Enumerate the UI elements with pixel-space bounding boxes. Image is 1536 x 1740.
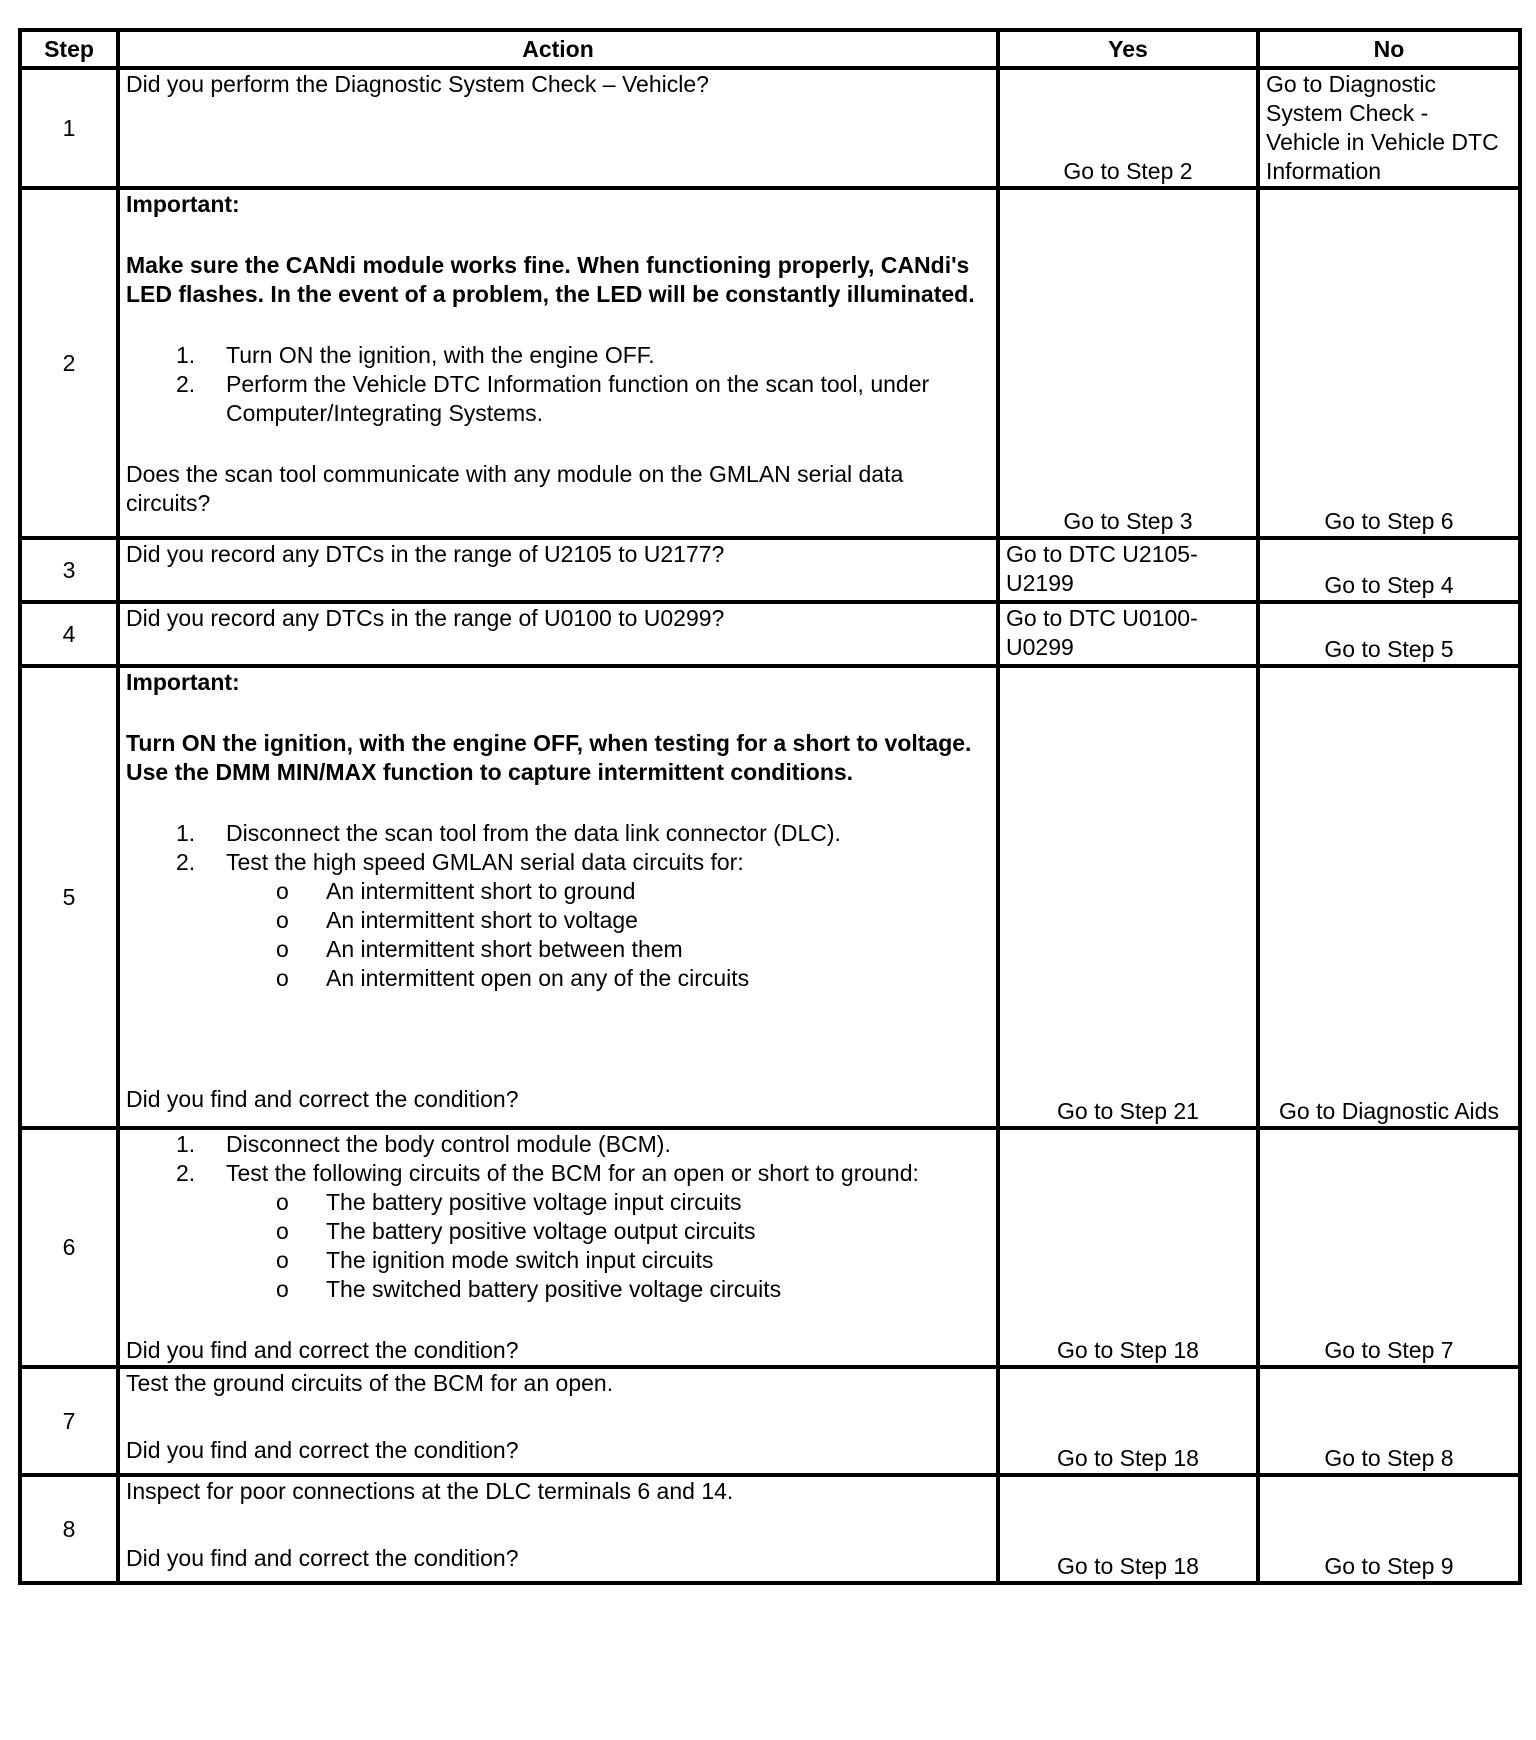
list-item xyxy=(126,370,990,428)
sub-list xyxy=(226,877,990,993)
important-label: Important: xyxy=(126,669,240,695)
step-number: 3 xyxy=(20,538,118,602)
yes-result: Go to Step 21 xyxy=(1057,1098,1199,1124)
list-text: Test the high speed GMLAN serial data circuits for: xyxy=(226,849,744,875)
important-label: Important: xyxy=(126,191,240,217)
yes-result: Go to DTC U0100-U0299 xyxy=(1006,605,1198,660)
list-number: 2. xyxy=(176,1160,196,1186)
sub-list-text: The battery positive voltage input circuits xyxy=(326,1189,742,1215)
sub-list-text: An intermittent short to ground xyxy=(326,878,636,904)
sub-list xyxy=(226,1188,990,1304)
yes-cell xyxy=(998,1128,1258,1367)
sub-list-text: The battery positive voltage output circuits xyxy=(326,1218,756,1244)
list-item xyxy=(126,1130,990,1159)
action-question: Did you perform the Diagnostic System Check – Vehicle? xyxy=(126,71,709,97)
action-cell xyxy=(118,188,998,538)
bullet-marker: o xyxy=(276,965,289,991)
table-row xyxy=(20,188,1520,538)
sub-list-text: An intermittent short to voltage xyxy=(326,907,638,933)
no-result: Go to Step 4 xyxy=(1324,572,1454,598)
yes-cell xyxy=(998,602,1258,666)
bullet-marker: o xyxy=(276,936,289,962)
action-cell xyxy=(118,68,998,188)
important-note: Turn ON the ignition, with the engine OFF, when testing for a short to voltage. Use the DMM MIN/MAX function to capture intermittent conditions. xyxy=(126,730,972,785)
important-note: Make sure the CANdi module works fine. When functioning properly, CANdi's LED flashes. In the event of a problem, the LED will be constantly illuminated. xyxy=(126,252,975,307)
no-cell xyxy=(1258,1367,1520,1475)
action-question: Did you find and correct the condition? xyxy=(126,1545,519,1571)
sub-list-text: An intermittent open on any of the circuits xyxy=(326,965,750,991)
no-result: Go to Step 5 xyxy=(1324,636,1454,662)
sub-list-item xyxy=(126,906,990,935)
yes-result: Go to Step 18 xyxy=(1057,1553,1199,1579)
list-text: Turn ON the ignition, with the engine OFF. xyxy=(226,342,655,368)
sub-list-item xyxy=(126,935,990,964)
list-text: Disconnect the scan tool from the data link connector (DLC). xyxy=(226,820,841,846)
sub-list-item xyxy=(126,964,990,993)
yes-cell xyxy=(998,1475,1258,1583)
action-cell xyxy=(118,1475,998,1583)
bullet-marker: o xyxy=(276,1218,289,1244)
numbered-list xyxy=(126,341,990,428)
step-number: 2 xyxy=(20,188,118,538)
yes-cell xyxy=(998,1367,1258,1475)
action-question: Did you record any DTCs in the range of U2105 to U2177? xyxy=(126,541,725,567)
list-text: Test the following circuits of the BCM for an open or short to ground: xyxy=(226,1160,919,1186)
no-result: Go to Step 8 xyxy=(1324,1445,1454,1471)
action-instruction: Test the ground circuits of the BCM for an open. xyxy=(126,1370,614,1396)
sub-list-item xyxy=(126,1275,990,1304)
table-row xyxy=(20,1367,1520,1475)
action-cell xyxy=(118,1367,998,1475)
list-text: Perform the Vehicle DTC Information function on the scan tool, under Computer/Integrating Systems. xyxy=(226,371,930,426)
sub-list-text: The ignition mode switch input circuits xyxy=(326,1247,714,1273)
bullet-marker: o xyxy=(276,878,289,904)
table-row xyxy=(20,666,1520,1128)
action-cell xyxy=(118,1128,998,1367)
bullet-marker: o xyxy=(276,1276,289,1302)
yes-cell xyxy=(998,666,1258,1128)
bullet-marker: o xyxy=(276,1189,289,1215)
header-row xyxy=(20,30,1520,68)
no-cell xyxy=(1258,1475,1520,1583)
action-question: Does the scan tool communicate with any module on the GMLAN serial data circuits? xyxy=(126,461,904,516)
numbered-list xyxy=(126,1130,990,1304)
no-result: Go to Step 6 xyxy=(1324,508,1454,534)
no-cell xyxy=(1258,666,1520,1128)
no-result: Go to Diagnostic Aids xyxy=(1279,1098,1499,1124)
table-row xyxy=(20,68,1520,188)
list-item xyxy=(126,1159,990,1304)
step-number: 4 xyxy=(20,602,118,666)
action-question: Did you find and correct the condition? xyxy=(126,1337,519,1363)
header-action: Action xyxy=(118,30,998,68)
no-cell xyxy=(1258,1128,1520,1367)
no-result: Go to Step 7 xyxy=(1324,1337,1454,1363)
no-cell xyxy=(1258,538,1520,602)
yes-result: Go to DTC U2105-U2199 xyxy=(1006,541,1198,596)
sub-list-item xyxy=(126,877,990,906)
yes-result: Go to Step 2 xyxy=(1063,158,1193,184)
list-number: 1. xyxy=(176,1131,196,1157)
table-row xyxy=(20,1475,1520,1583)
table-row xyxy=(20,1128,1520,1367)
step-number: 5 xyxy=(20,666,118,1128)
yes-cell xyxy=(998,538,1258,602)
yes-result: Go to Step 3 xyxy=(1063,508,1193,534)
sub-list-text: The switched battery positive voltage circuits xyxy=(326,1276,782,1302)
table-row xyxy=(20,538,1520,602)
numbered-list xyxy=(126,819,990,993)
header-no: No xyxy=(1258,30,1520,68)
diagnostic-table xyxy=(18,28,1522,1585)
sub-list-item xyxy=(126,1217,990,1246)
yes-cell xyxy=(998,188,1258,538)
step-number: 7 xyxy=(20,1367,118,1475)
no-result: Go to Diagnostic System Check - Vehicle in Vehicle DTC Information xyxy=(1266,71,1499,184)
header-step: Step xyxy=(20,30,118,68)
no-cell xyxy=(1258,602,1520,666)
action-cell xyxy=(118,602,998,666)
sub-list-item xyxy=(126,1188,990,1217)
action-question: Did you find and correct the condition? xyxy=(126,1437,519,1463)
list-number: 1. xyxy=(176,820,196,846)
no-cell xyxy=(1258,68,1520,188)
no-result: Go to Step 9 xyxy=(1324,1553,1454,1579)
table-row xyxy=(20,602,1520,666)
list-item xyxy=(126,819,990,848)
step-number: 1 xyxy=(20,68,118,188)
step-number: 6 xyxy=(20,1128,118,1367)
list-item xyxy=(126,341,990,370)
sub-list-text: An intermittent short between them xyxy=(326,936,683,962)
yes-result: Go to Step 18 xyxy=(1057,1445,1199,1471)
no-cell xyxy=(1258,188,1520,538)
action-instruction: Inspect for poor connections at the DLC terminals 6 and 14. xyxy=(126,1478,734,1504)
list-number: 2. xyxy=(176,849,196,875)
step-number: 8 xyxy=(20,1475,118,1583)
list-text: Disconnect the body control module (BCM). xyxy=(226,1131,671,1157)
action-cell xyxy=(118,666,998,1128)
yes-result: Go to Step 18 xyxy=(1057,1337,1199,1363)
bullet-marker: o xyxy=(276,907,289,933)
sub-list-item xyxy=(126,1246,990,1275)
list-item xyxy=(126,848,990,993)
action-question: Did you record any DTCs in the range of U0100 to U0299? xyxy=(126,605,725,631)
header-yes: Yes xyxy=(998,30,1258,68)
list-number: 1. xyxy=(176,342,196,368)
list-number: 2. xyxy=(176,371,196,397)
action-cell xyxy=(118,538,998,602)
action-question: Did you find and correct the condition? xyxy=(126,1086,519,1112)
bullet-marker: o xyxy=(276,1247,289,1273)
yes-cell xyxy=(998,68,1258,188)
